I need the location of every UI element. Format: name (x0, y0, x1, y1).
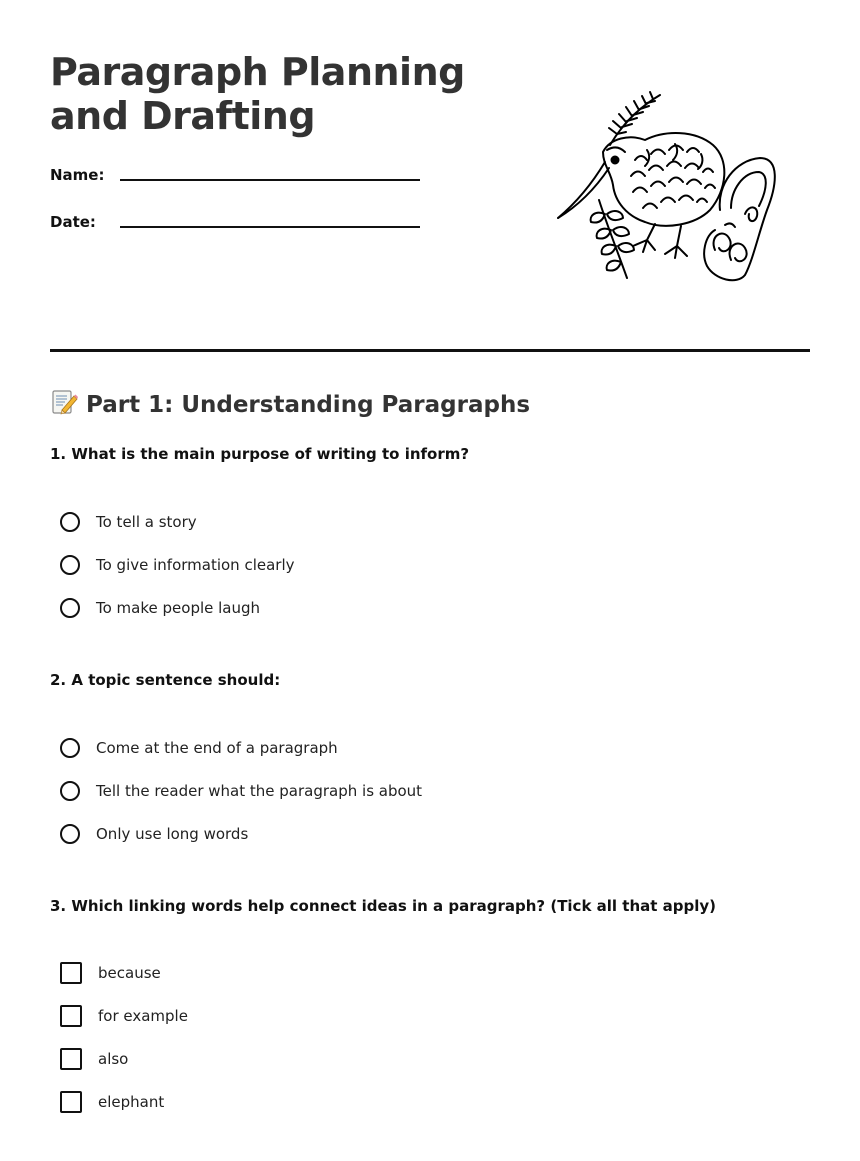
date-label: Date: (50, 213, 96, 231)
kiwi-bird-with-fern-and-koru-icon (555, 90, 780, 285)
radio-button[interactable] (60, 738, 80, 758)
radio-button[interactable] (60, 781, 80, 801)
q3-option-4[interactable] (60, 1089, 164, 1115)
q2-option-1[interactable] (60, 735, 338, 761)
q2-option-2[interactable] (60, 778, 422, 804)
part1-heading (50, 388, 530, 422)
worksheet-title: Paragraph Planning and Drafting (50, 50, 465, 138)
checkbox[interactable] (60, 962, 82, 984)
checkbox[interactable] (60, 1005, 82, 1027)
date-field-row (50, 213, 430, 243)
checkbox[interactable] (60, 1048, 82, 1070)
option-label: also (98, 1050, 129, 1068)
q2-option-3[interactable] (60, 821, 248, 847)
option-label: for example (98, 1007, 188, 1025)
checkbox[interactable] (60, 1091, 82, 1113)
question-2-text: 2. A topic sentence should: (50, 671, 281, 689)
q3-option-3[interactable] (60, 1046, 128, 1072)
option-label: To give information clearly (96, 556, 295, 574)
option-label: Come at the end of a paragraph (96, 739, 338, 757)
option-label: To tell a story (96, 513, 197, 531)
option-label: Tell the reader what the paragraph is about (96, 782, 423, 800)
q3-option-1[interactable] (60, 960, 161, 986)
question-1-text: 1. What is the main purpose of writing to inform? (50, 445, 470, 463)
radio-button[interactable] (60, 824, 80, 844)
section-divider (50, 349, 810, 352)
q1-option-3[interactable] (60, 595, 260, 621)
q1-option-2[interactable] (60, 552, 295, 578)
part1-heading-text: Part 1: Understanding Paragraphs (86, 392, 531, 418)
name-write-line[interactable] (120, 179, 420, 181)
q3-option-2[interactable] (60, 1003, 188, 1029)
radio-button[interactable] (60, 555, 80, 575)
date-write-line[interactable] (120, 226, 420, 228)
option-label: To make people laugh (96, 599, 261, 617)
memo-icon (50, 388, 78, 422)
option-label: Only use long words (96, 825, 249, 843)
option-label: elephant (98, 1093, 165, 1111)
name-field-row (50, 166, 430, 196)
name-label: Name: (50, 166, 105, 184)
question-3-text: 3. Which linking words help connect ideas in a paragraph? (Tick all that apply) (50, 897, 717, 915)
q1-option-1[interactable] (60, 509, 197, 535)
radio-button[interactable] (60, 512, 80, 532)
radio-button[interactable] (60, 598, 80, 618)
option-label: because (98, 964, 161, 982)
